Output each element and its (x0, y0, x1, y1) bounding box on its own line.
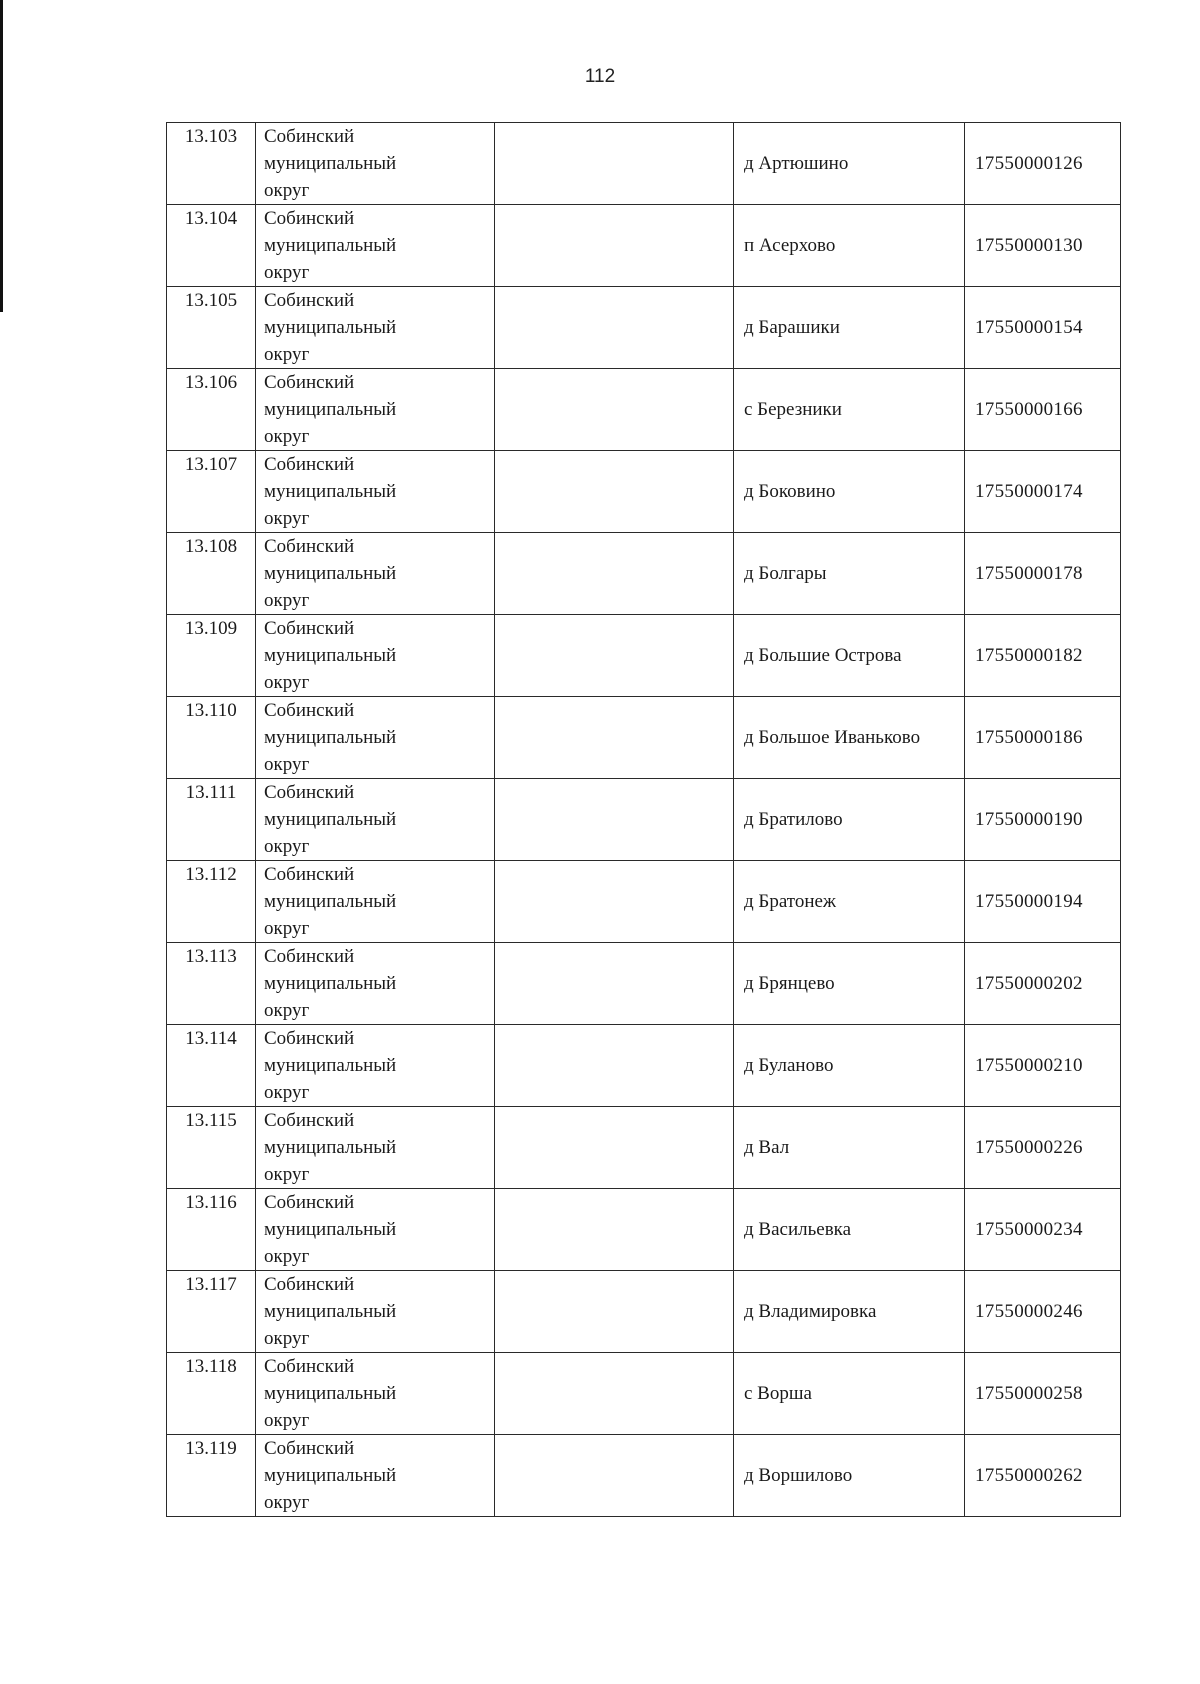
empty-cell (495, 1353, 734, 1435)
locality-cell: д Артюшино (734, 123, 965, 205)
district-line: округ (264, 262, 310, 283)
empty-cell (495, 615, 734, 697)
locality-cell: д Брянцево (734, 943, 965, 1025)
table-row (167, 1353, 1121, 1435)
table-body (167, 123, 1121, 1517)
district-line: округ (264, 344, 310, 365)
district-line: муниципальный (264, 1301, 397, 1322)
row-number-cell: 13.111 (167, 779, 256, 861)
row-number-cell: 13.115 (167, 1107, 256, 1189)
district-line: округ (264, 508, 310, 529)
row-number-cell: 13.107 (167, 451, 256, 533)
district-line: Собинский (264, 126, 355, 147)
table-row (167, 1271, 1121, 1353)
table-row (167, 697, 1121, 779)
locality-cell: д Большие Острова (734, 615, 965, 697)
district-line: округ (264, 1328, 310, 1349)
empty-cell (495, 205, 734, 287)
locality-cell: с Ворша (734, 1353, 965, 1435)
district-line: округ (264, 590, 310, 611)
table-row (167, 533, 1121, 615)
locality-cell: д Братонеж (734, 861, 965, 943)
table-row (167, 287, 1121, 369)
locality-cell: д Барашики (734, 287, 965, 369)
district-line: муниципальный (264, 973, 397, 994)
empty-cell (495, 697, 734, 779)
empty-cell (495, 1435, 734, 1517)
district-cell (256, 1107, 495, 1189)
district-line: муниципальный (264, 481, 397, 502)
row-number-cell: 13.104 (167, 205, 256, 287)
locality-cell: д Васильевка (734, 1189, 965, 1271)
row-number-cell: 13.103 (167, 123, 256, 205)
table-row (167, 369, 1121, 451)
table-row (167, 943, 1121, 1025)
oktmo-code-cell: 17550000234 (965, 1189, 1121, 1271)
district-line: округ (264, 1164, 310, 1185)
district-line: муниципальный (264, 1465, 397, 1486)
oktmo-code-cell: 17550000190 (965, 779, 1121, 861)
district-line: муниципальный (264, 1383, 397, 1404)
district-line: округ (264, 918, 310, 939)
district-line: муниципальный (264, 645, 397, 666)
district-line: Собинский (264, 1274, 355, 1295)
district-line: округ (264, 426, 310, 447)
district-cell (256, 533, 495, 615)
table-row (167, 1107, 1121, 1189)
district-line: муниципальный (264, 891, 397, 912)
district-line: Собинский (264, 372, 355, 393)
district-line: округ (264, 180, 310, 201)
district-cell (256, 615, 495, 697)
oktmo-code-cell: 17550000166 (965, 369, 1121, 451)
empty-cell (495, 943, 734, 1025)
district-line: муниципальный (264, 727, 397, 748)
empty-cell (495, 1189, 734, 1271)
empty-cell (495, 779, 734, 861)
district-line: муниципальный (264, 563, 397, 584)
oktmo-code-cell: 17550000246 (965, 1271, 1121, 1353)
district-line: Собинский (264, 290, 355, 311)
district-cell (256, 1271, 495, 1353)
district-line: муниципальный (264, 399, 397, 420)
district-line: округ (264, 1410, 310, 1431)
oktmo-code-cell: 17550000186 (965, 697, 1121, 779)
district-line: муниципальный (264, 235, 397, 256)
oktmo-code-cell: 17550000226 (965, 1107, 1121, 1189)
district-line: округ (264, 754, 310, 775)
row-number-cell: 13.112 (167, 861, 256, 943)
table-row (167, 861, 1121, 943)
empty-cell (495, 533, 734, 615)
locality-cell: д Братилово (734, 779, 965, 861)
district-line: Собинский (264, 946, 355, 967)
district-line: Собинский (264, 454, 355, 475)
district-cell (256, 1025, 495, 1107)
oktmo-code-cell: 17550000154 (965, 287, 1121, 369)
table-row (167, 1025, 1121, 1107)
row-number-cell: 13.108 (167, 533, 256, 615)
locality-cell: п Асерхово (734, 205, 965, 287)
settlement-registry-table (166, 122, 1121, 1517)
district-line: муниципальный (264, 1137, 397, 1158)
empty-cell (495, 287, 734, 369)
district-line: округ (264, 1082, 310, 1103)
row-number-cell: 13.106 (167, 369, 256, 451)
district-line: Собинский (264, 208, 355, 229)
scan-edge-line (0, 0, 3, 312)
locality-cell: д Владимировка (734, 1271, 965, 1353)
oktmo-code-cell: 17550000182 (965, 615, 1121, 697)
table-row (167, 615, 1121, 697)
district-line: Собинский (264, 1438, 355, 1459)
district-cell (256, 779, 495, 861)
row-number-cell: 13.105 (167, 287, 256, 369)
row-number-cell: 13.119 (167, 1435, 256, 1517)
oktmo-code-cell: 17550000202 (965, 943, 1121, 1025)
district-cell (256, 123, 495, 205)
table-row (167, 205, 1121, 287)
table-row (167, 451, 1121, 533)
oktmo-code-cell: 17550000130 (965, 205, 1121, 287)
district-cell (256, 697, 495, 779)
empty-cell (495, 861, 734, 943)
district-line: округ (264, 1492, 310, 1513)
district-line: Собинский (264, 536, 355, 557)
district-line: муниципальный (264, 1219, 397, 1240)
oktmo-code-cell: 17550000258 (965, 1353, 1121, 1435)
table-row (167, 123, 1121, 205)
empty-cell (495, 1271, 734, 1353)
district-line: муниципальный (264, 317, 397, 338)
oktmo-code-cell: 17550000262 (965, 1435, 1121, 1517)
district-line: муниципальный (264, 1055, 397, 1076)
district-cell (256, 369, 495, 451)
table-row (167, 1435, 1121, 1517)
row-number-cell: 13.113 (167, 943, 256, 1025)
district-line: округ (264, 1000, 310, 1021)
district-cell (256, 1435, 495, 1517)
district-line: Собинский (264, 618, 355, 639)
locality-cell: д Боковино (734, 451, 965, 533)
district-cell (256, 861, 495, 943)
district-cell (256, 943, 495, 1025)
district-line: муниципальный (264, 153, 397, 174)
empty-cell (495, 451, 734, 533)
locality-cell: д Вал (734, 1107, 965, 1189)
table-row (167, 1189, 1121, 1271)
district-cell (256, 1189, 495, 1271)
district-line: Собинский (264, 782, 355, 803)
oktmo-code-cell: 17550000126 (965, 123, 1121, 205)
district-cell (256, 205, 495, 287)
row-number-cell: 13.117 (167, 1271, 256, 1353)
oktmo-code-cell: 17550000174 (965, 451, 1121, 533)
locality-cell: д Болгары (734, 533, 965, 615)
district-line: округ (264, 672, 310, 693)
row-number-cell: 13.109 (167, 615, 256, 697)
table-row (167, 779, 1121, 861)
empty-cell (495, 1025, 734, 1107)
locality-cell: с Березники (734, 369, 965, 451)
oktmo-code-cell: 17550000210 (965, 1025, 1121, 1107)
district-line: Собинский (264, 864, 355, 885)
empty-cell (495, 369, 734, 451)
district-line: муниципальный (264, 809, 397, 830)
empty-cell (495, 123, 734, 205)
page-number: 112 (584, 66, 616, 87)
district-line: Собинский (264, 1028, 355, 1049)
row-number-cell: 13.110 (167, 697, 256, 779)
row-number-cell: 13.114 (167, 1025, 256, 1107)
locality-cell: д Буланово (734, 1025, 965, 1107)
locality-cell: д Большое Иваньково (734, 697, 965, 779)
district-line: Собинский (264, 1192, 355, 1213)
locality-cell: д Воршилово (734, 1435, 965, 1517)
oktmo-code-cell: 17550000178 (965, 533, 1121, 615)
district-line: Собинский (264, 1110, 355, 1131)
row-number-cell: 13.116 (167, 1189, 256, 1271)
oktmo-code-cell: 17550000194 (965, 861, 1121, 943)
district-line: Собинский (264, 1356, 355, 1377)
district-cell (256, 1353, 495, 1435)
district-line: округ (264, 1246, 310, 1267)
district-cell (256, 287, 495, 369)
district-cell (256, 451, 495, 533)
district-line: округ (264, 836, 310, 857)
row-number-cell: 13.118 (167, 1353, 256, 1435)
district-line: Собинский (264, 700, 355, 721)
empty-cell (495, 1107, 734, 1189)
